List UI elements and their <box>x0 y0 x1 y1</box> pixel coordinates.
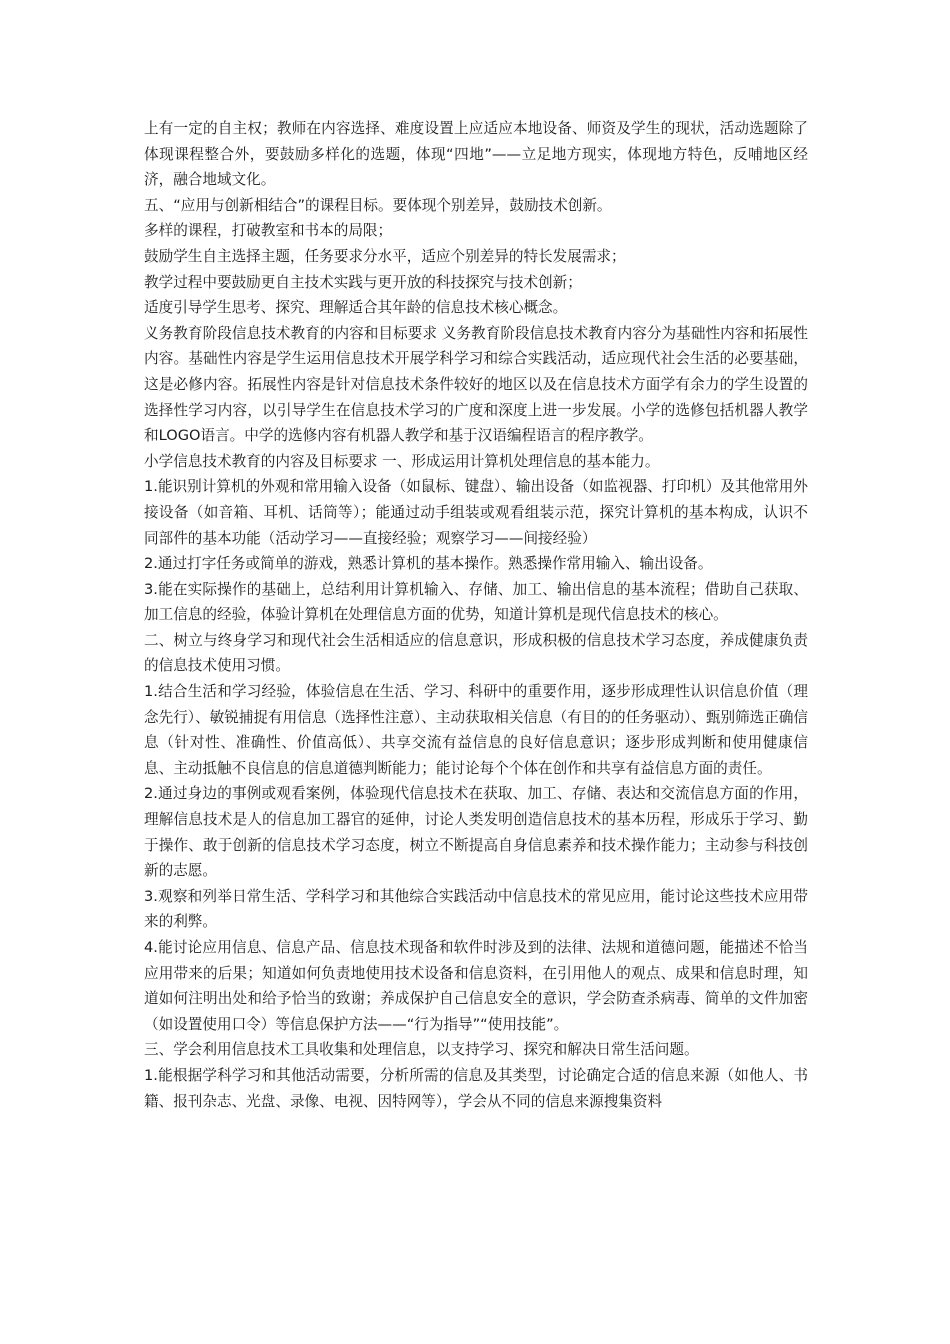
paragraph-autonomy-continuation: 上有一定的自主权；教师在内容选择、难度设置上应适应本地设备、师资及学生的现状，活动选题除了体现课程整合外，要鼓励多样化的选题，体现“四地”——立足地方现实，体现地方特色，反哺地区经济，融合地域文化。 <box>144 120 808 189</box>
document-body <box>144 116 808 1114</box>
paragraph-goal-five: 五、“应用与创新相结合”的课程目标。要体现个别差异，鼓励技术创新。 <box>144 196 612 214</box>
paragraph-item-2-1: 1.结合生活和学习经验，体验信息在生活、学习、科研中的重要作用，逐步形成理性认识信息价值（理念先行）、敏锐捕捉有用信息（选择性注意）、主动获取相关信息（有目的的任务驱动）、甄别筛选正确信息（针对性、准确性、价值高低）、共享交流有益信息的良好信息意识；逐步形成判断和使用健康信息、主动抵触不良信息的信息道德判断能力；能讨论每个个体在创作和共享有益信息方面的责任。 <box>144 683 809 777</box>
paragraph-goal-two: 二、树立与终身学习和现代社会生活相适应的信息意识，形成积极的信息技术学习态度，养成健康负责的信息技术使用习惯。 <box>144 631 808 675</box>
paragraph-compulsory-education: 义务教育阶段信息技术教育的内容和目标要求 义务教育阶段信息技术教育内容分为基础性内容和拓展性内容。基础性内容是学生运用信息技术开展学科学习和综合实践活动，适应现代社会生活的必要基础，这是必修内容。拓展性内容是针对信息技术条件较好的地区以及在信息技术方面学有余力的学生设置的选择性学习内容，以引导学生在信息技术学习的广度和深度上进一步发展。小学的选修包括机器人教学和LOGO语言。中学的选修内容有机器人教学和基于汉语编程语言的程序教学。 <box>144 324 808 445</box>
paragraph-encourage-topics: 鼓励学生自主选择主题，任务要求分水平，适应个别差异的特长发展需求； <box>144 247 626 265</box>
paragraph-item-2-2: 2.通过身边的事例或观看案例，体验现代信息技术在获取、加工、存储、表达和交流信息方面的作用，理解信息技术是人的信息加工器官的延伸，讨论人类发明创造信息技术的基本历程，形成乐于学习、勤于操作、敢于创新的信息技术学习态度，树立不断提高自身信息素养和技术操作能力；主动参与科技创新的志愿。 <box>144 785 808 880</box>
paragraph-item-2-3: 3.观察和列举日常生活、学科学习和其他综合实践活动中信息技术的常见应用，能讨论这些技术应用带来的利弊。 <box>144 887 808 931</box>
paragraph-item-3-1: 1.能根据学科学习和其他活动需要，分析所需的信息及其类型，讨论确定合适的信息来源（如他人、书籍、报刊杂志、光盘、录像、电视、因特网等），学会从不同的信息来源搜集资料 <box>144 1066 808 1110</box>
paragraph-primary-goal-one: 小学信息技术教育的内容及目标要求 一、形成运用计算机处理信息的基本能力。 <box>144 452 660 470</box>
paragraph-guide-thinking: 适度引导学生思考、探究、理解适合其年龄的信息技术核心概念。 <box>144 299 568 317</box>
paragraph-item-1-1: 1.能识别计算机的外观和常用输入设备（如鼠标、键盘）、输出设备（如监视器、打印机）及其他常用外接设备（如音箱、耳机、话筒等）；能通过动手组装或观看组装示范，探究计算机的基本构成，认识不同部件的基本功能（活动学习——直接经验；观察学习——间接经验） <box>144 478 808 547</box>
paragraph-item-2-4: 4.能讨论应用信息、信息产品、信息技术现备和软件时涉及到的法律、法规和道德问题，能描述不恰当应用带来的后果；知道如何负责地使用技术设备和信息资料，在引用他人的观点、成果和信息时理，知道如何注明出处和给予恰当的致谢；养成保护自己信息安全的意识，学会防查杀病毒、简单的文件加密（如设置使用口令）等信息保护方法——“行为指导”“使用技能”。 <box>144 939 808 1033</box>
paragraph-goal-three: 三、学会利用信息技术工具收集和处理信息，以支持学习、探究和解决日常生活问题。 <box>144 1041 699 1059</box>
paragraph-item-1-3: 3.能在实际操作的基础上，总结利用计算机输入、存储、加工、输出信息的基本流程；借助自己获取、加工信息的经验，体验计算机在处理信息方面的优势，知道计算机是现代信息技术的核心。 <box>144 580 808 624</box>
paragraph-item-1-2: 2.通过打字任务或简单的游戏，熟悉计算机的基本操作。熟悉操作常用输入、输出设备。 <box>144 555 713 573</box>
paragraph-diverse-courses: 多样的课程，打破教室和书本的局限； <box>144 222 393 240</box>
paragraph-teaching-process: 教学过程中要鼓励更自主技术实践与更开放的科技探究与技术创新； <box>144 273 582 291</box>
